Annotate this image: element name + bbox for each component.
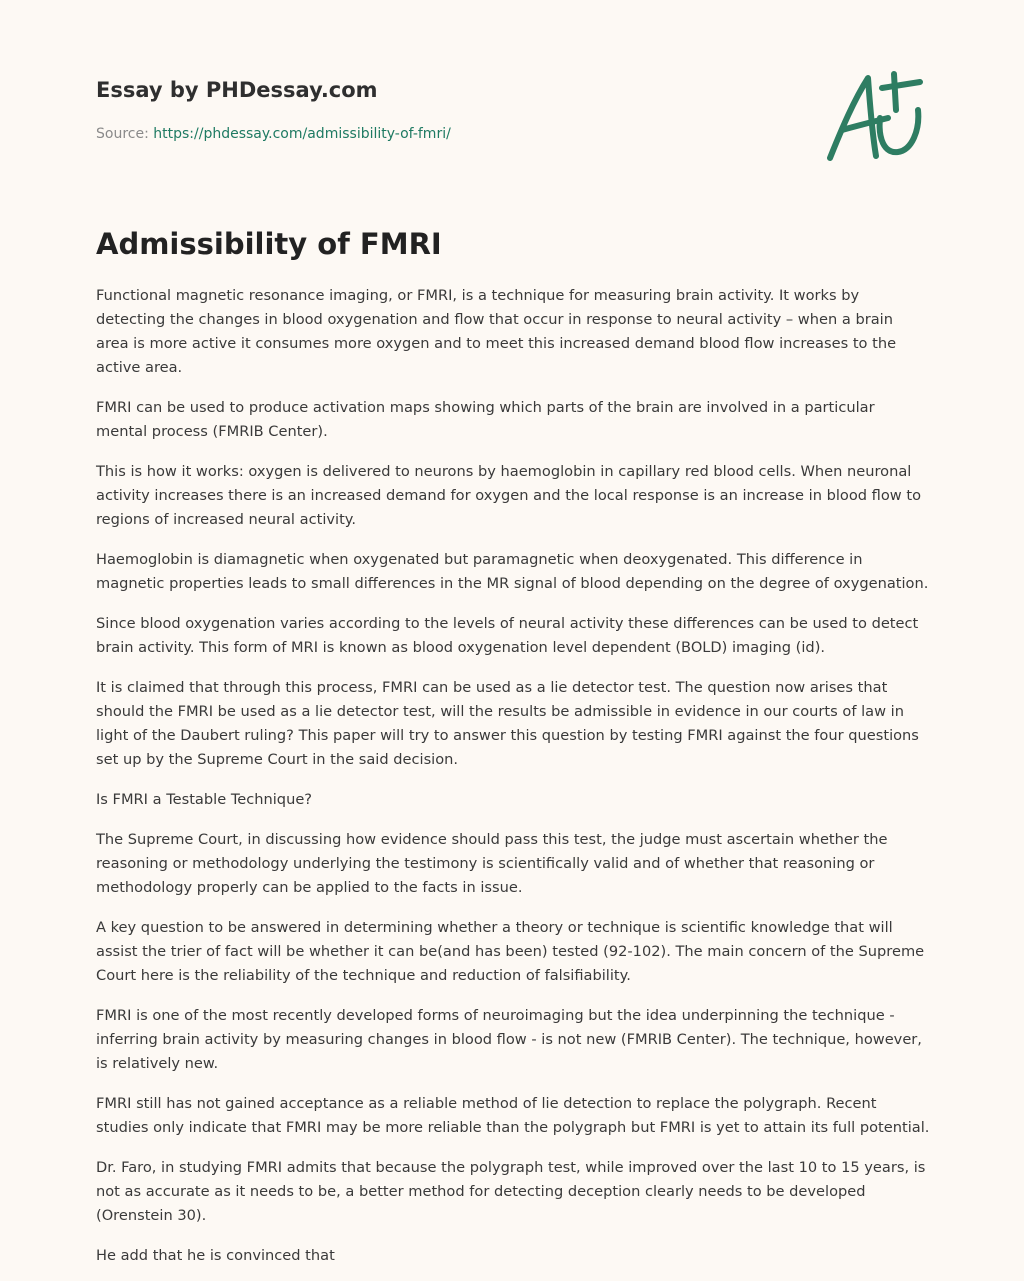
source-label: Source: bbox=[96, 126, 154, 142]
paragraph: It is claimed that through this process, FMRI can be used as a lie detector test. The question now arises that should the FMRI be used as a lie detector test, will the results be admissible in evidence in our courts of law in light of the Daubert ruling? This paper will try to answer this question by testing FMRI against the four questions set up by the Supreme Court in the said decision. bbox=[96, 679, 919, 768]
paragraph: This is how it works: oxygen is delivered to neurons by haemoglobin in capillary red blood cells. When neuronal activity increases there is an increased demand for oxygen and the local response is an increase in blood flow to regions of increased neural activity. bbox=[96, 463, 922, 528]
paragraph: FMRI is one of the most recently developed forms of neuroimaging but the idea underpinning the technique - inferring brain activity by measuring changes in blood flow - is not new (FMRIB Center). The technique, however, is relatively new. bbox=[96, 1007, 922, 1072]
paragraph: Since blood oxygenation varies according to the levels of neural activity these differences can be used to detect brain activity. This form of MRI is known as blood oxygenation level dependent (BOLD) imaging (id). bbox=[96, 615, 919, 656]
source-link[interactable]: https://phdessay.com/admissibility-of-fmri/ bbox=[153, 126, 451, 142]
paragraph: He add that he is convinced that bbox=[96, 1247, 335, 1264]
paragraph: FMRI still has not gained acceptance as a reliable method of lie detection to replace the polygraph. Recent studies only indicate that FMRI may be more reliable than the polygraph but FMRI is yet to attain its full potential. bbox=[96, 1095, 930, 1136]
paragraph: Haemoglobin is diamagnetic when oxygenated but paramagnetic when deoxygenated. This difference in magnetic properties leads to small differences in the MR signal of blood depending on the degree of oxygenation. bbox=[96, 551, 929, 592]
essay-body bbox=[96, 284, 930, 1281]
paragraph: The Supreme Court, in discussing how evidence should pass this test, the judge must ascertain whether the reasoning or methodology underlying the testimony is scientifically valid and of whether that reasoning or methodology properly can be applied to the facts in issue. bbox=[96, 831, 888, 896]
paragraph: Dr. Faro, in studying FMRI admits that because the polygraph test, while improved over the last 10 to 15 years, is not as accurate as it needs to be, a better method for detecting deception clearly needs to be developed (Orenstein 30). bbox=[96, 1159, 926, 1224]
source-line bbox=[96, 124, 736, 144]
essay-header bbox=[96, 72, 736, 144]
a-plus-logo-icon bbox=[820, 66, 930, 166]
site-title: Essay by PHDessay.com bbox=[96, 78, 378, 102]
paragraph: A key question to be answered in determining whether a theory or technique is scientific knowledge that will assist the trier of fact will be whether it can be(and has been) tested (92-102). The main concern of the Supreme Court here is the reliability of the technique and reduction of falsifiability. bbox=[96, 919, 925, 984]
paragraph: Functional magnetic resonance imaging, or FMRI, is a technique for measuring brain activity. It works by detecting the changes in blood oxygenation and flow that occur in response to neural activity – when a brain area is more active it consumes more oxygen and to meet this increased demand blood flow increases to the active area. bbox=[96, 287, 897, 376]
section-heading: Is FMRI a Testable Technique? bbox=[96, 791, 313, 808]
paragraph: FMRI can be used to produce activation maps showing which parts of the brain are involved in a particular mental process (FMRIB Center). bbox=[96, 399, 875, 440]
essay-title: Admissibility of FMRI bbox=[96, 227, 442, 261]
